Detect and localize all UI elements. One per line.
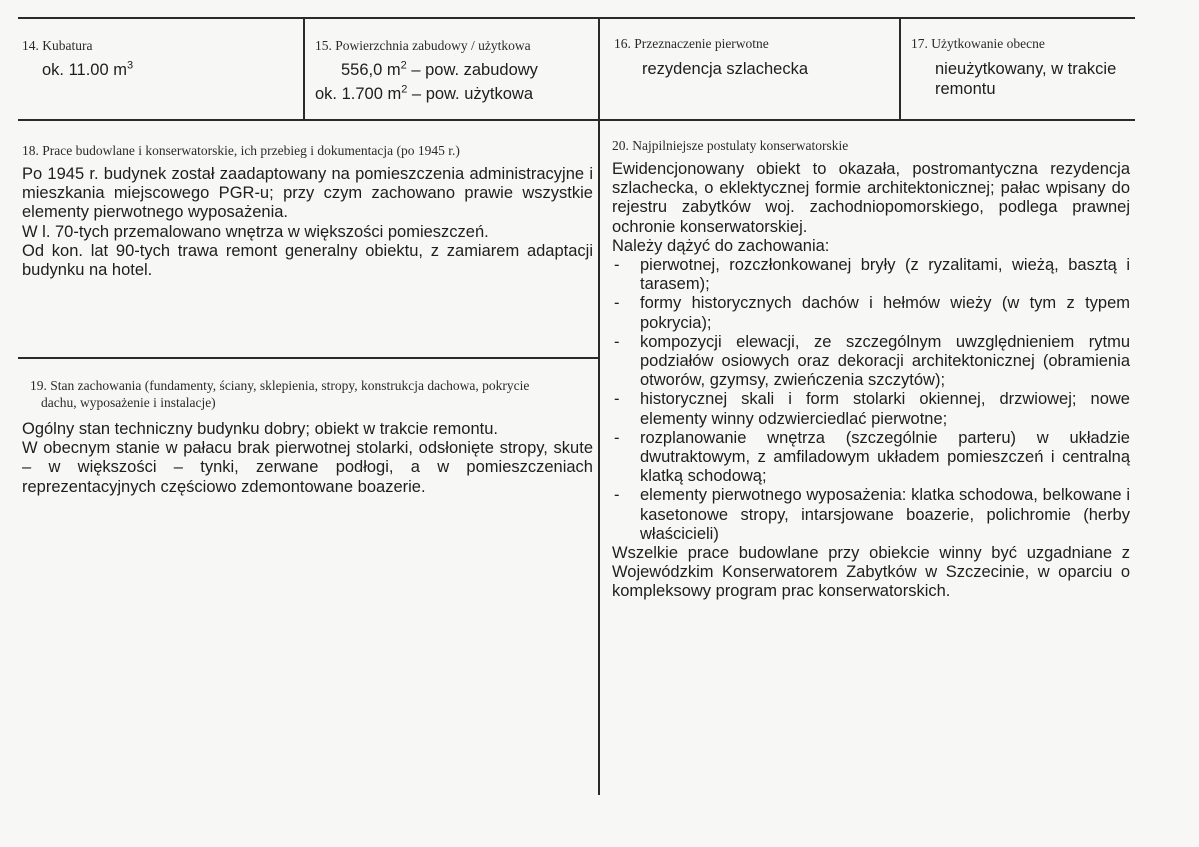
field-16-label: 16. Przeznaczenie pierwotne [614,36,769,51]
col-divider-3 [899,17,901,120]
field-15-area [315,37,595,104]
field-19-text [22,420,593,497]
field-14-label: 14. Kubatura [22,38,93,53]
row1-rule [18,119,1135,121]
field-18-works [22,142,596,280]
field-15-built-area: 556,0 $m^2$ – pow. zabudowy [341,59,538,79]
field-20-lead: Należy dążyć do zachowania: [612,236,830,255]
list-item: - kompozycji elewacji, ze szczególnym uwzględnieniem rytmu podziałów osiowych oraz dekoracji architektonicznej (obramienia otworów, gzymsy, zwieńczenia szczytów); [614,332,1130,390]
field-15-usable-area: ok. 1.700 $m^2$ – pow. użytkowa [315,83,533,103]
list-item: - historycznej skali i form stolarki okiennej, drzwiowej; nowe elementy winny odzwierciedlać pierwotne; [614,390,1130,428]
field-18-paragraph: W l. 70-tych przemalowano wnętrza w większości pomieszczeń. [22,222,489,241]
field-15-label: 15. Powierzchnia zabudowy / użytkowa [315,38,531,53]
field-19-label: 19. Stan zachowania (fundamenty, ściany, sklepienia, stropy, konstrukcja dachowa, pokrycie [30,378,530,393]
list-item: - formy historycznych dachów i hełmów wieży (w tym z typem pokrycia); [614,294,1130,332]
top-rule [18,17,1135,19]
field-17-current-use [911,35,1136,99]
field-17-value: nieużytkowany, w trakcie remontu [935,60,1117,98]
field-20-list [612,256,1130,544]
field-14-cubature [22,37,297,81]
col-divider-2 [598,17,600,795]
field-17-label: 17. Użytkowanie obecne [911,36,1045,51]
field-19-paragraph: Ogólny stan techniczny budynku dobry; obiekt w trakcie remontu. [22,420,498,438]
list-item: - rozplanowanie wnętrza (szczególnie parteru) w układzie dwutraktowym, z amfiladowym układem pomieszczeń i centralną klatką schodową; [614,428,1130,486]
field-18-label: 18. Prace budowlane i konserwatorskie, ich przebieg i dokumentacja (po 1945 r.) [22,143,460,158]
field-20-postulates [612,137,1132,602]
list-item: - pierwotnej, rozczłonkowanej bryły (z ryzalitami, wieżą, basztą i tarasem); [614,256,1130,294]
col-divider-1 [303,17,305,120]
field-19-label-cont: dachu, wyposażenie i instalacje) [41,395,216,410]
field-20-text [612,160,1130,602]
field-18-paragraph: Od kon. lat 90-tych trawa remont generalny obiektu, z zamiarem adaptacji budynku na hotel. [22,241,593,280]
field-16-value: rezydencja szlachecka [642,60,808,78]
field-20-label: 20. Najpilniejsze postulaty konserwatorskie [612,138,849,153]
field-20-intro: Ewidencjonowany obiekt to okazała, postromantyczna rezydencja szlachecka, o eklektycznej formie architektonicznej; pałac wpisany do rejestru zabytków woj. zachodniopomorskiego, podlega prawnej ochronie konserwatorskiej. [612,160,1130,236]
field-14-value: ok. 11.00 $m^3$ [42,59,134,79]
field-20-closing: Wszelkie prace budowlane przy obiekcie winny być uzgadniane z Wojewódzkim Konserwatorem Zabytków w Szczecinie, w oparciu o kompleksowy program prac konserwatorskich. [612,544,1130,601]
left-mid-rule [18,357,598,359]
list-item: - elementy pierwotnego wyposażenia: klatka schodowa, belkowane i kasetonowe stropy, intarsjowane boazerie, polichromie (herby właścicieli) [614,486,1130,543]
field-19-paragraph: W obecnym stanie w pałacu brak pierwotnej stolarki, odsłonięte stropy, skute – w większości – tynki, zerwane podłogi, a w pomieszczeniach reprezentacyjnych częściowo zdemontowane boazerie. [22,439,593,496]
field-16-original-purpose [614,35,894,80]
field-18-text [22,165,593,280]
field-19-condition [22,377,596,497]
field-18-paragraph: Po 1945 r. budynek został zaadaptowany na pomieszczenia administracyjne i mieszkania miejscowego PGR-u; przy czym zachowano prawie wszystkie elementy pierwotnego wyposażenia. [22,165,593,222]
